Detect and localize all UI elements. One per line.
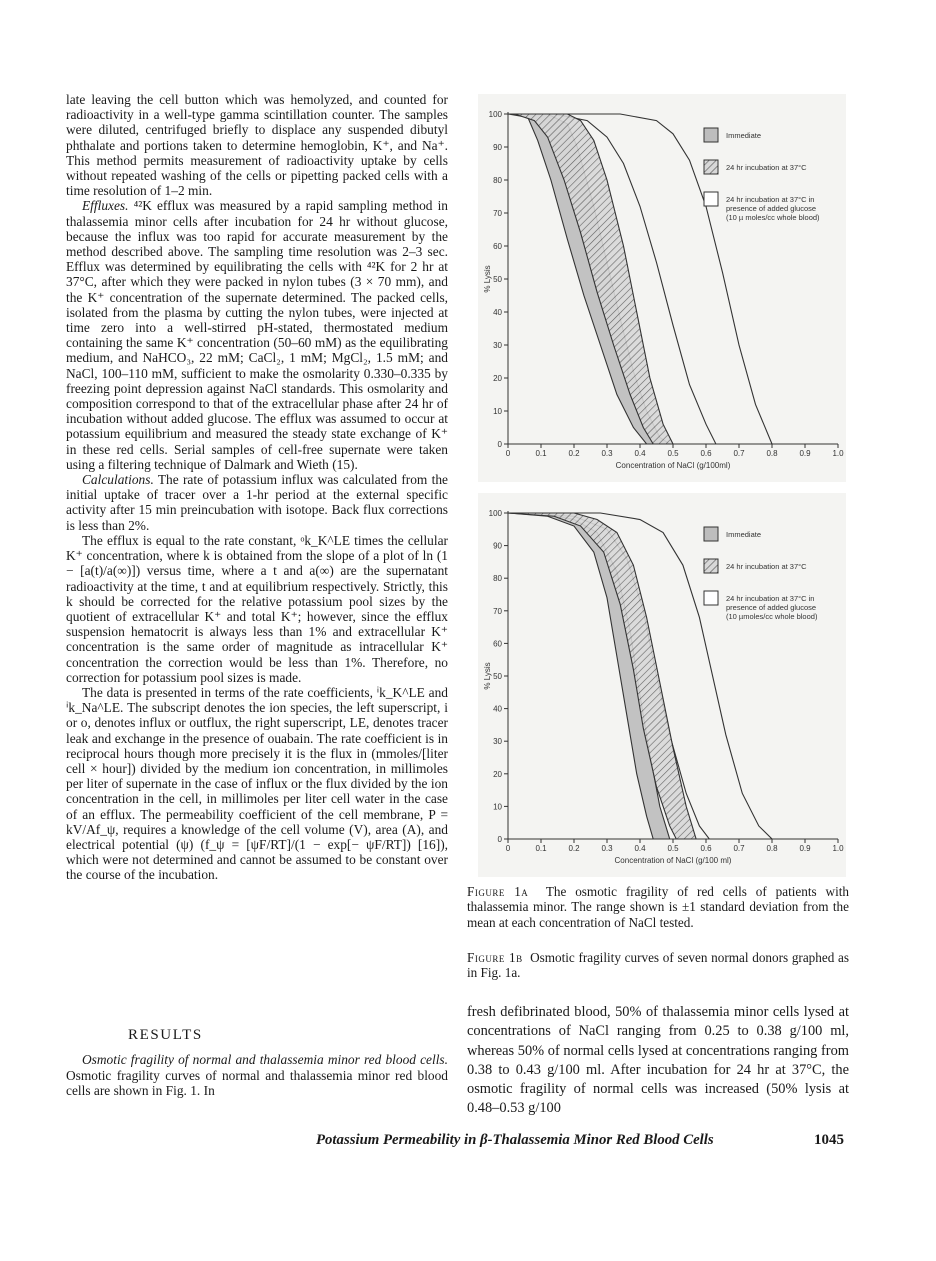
y-axis-label: % Lysis [483,265,492,293]
caption-fig1a [467,884,849,930]
paragraph: late leaving the cell button which was hemolyzed, and counted for radioactivity in a well-type gamma scintillation counter. The samples were diluted, centrifuged briefly to displace any suspended dibutyl phthalate and portions taken to determine hemoglobin, K⁺, and Na⁺. This method permits measurement of radioactivity uptake by cells without repeated washing of the cells or pipetting packed cells with a time resolution of 1–2 min. [66,92,448,199]
paragraph-effluxes [66,198,448,472]
runin-heading: Osmotic fragility of normal and thalassemia minor red blood cells. [82,1052,448,1067]
page-number: 1045 [814,1132,844,1148]
legend-swatch [704,559,718,573]
x-tick-label: 1.0 [832,449,844,458]
x-tick-label: 0.4 [634,844,646,853]
x-axis-label: Concentration of NaCl (g/100ml) [615,461,731,470]
y-tick-label: 40 [493,704,502,714]
x-axis-label: Concentration of NaCl (g/100 ml) [614,856,732,865]
x-tick-label: 0.8 [766,449,778,458]
y-tick-label: 70 [493,209,502,218]
caption-text: The osmotic fragility of red cells of patients with thalassemia minor. The range shown is ±1 standard deviation from the mean at each concentration of NaCl tested. [467,884,849,930]
legend-label: 24 hr incubation at 37°C in presence of added glucose (10 µ moles/cc whole blood) [726,195,820,222]
y-tick-label: 50 [493,275,502,284]
y-tick-label: 10 [493,407,502,416]
y-tick-label: 80 [493,176,502,185]
y-tick-label: 0 [497,440,502,449]
x-tick-label: 0.3 [601,449,613,458]
legend-label: 24 hr incubation at 37°C [726,163,807,172]
x-tick-label: 0.6 [700,844,712,853]
x-tick-label: 0 [505,449,511,458]
legend-swatch [704,128,718,142]
legend-label: Immediate [726,131,762,140]
paragraph-text: ⁴²K efflux was measured by a rapid sampling method in thalassemia minor cells after incubation for 24 hr without glucose, because the influx was too rapid for accurate measurement by the method described above. The sampling time resolution was 2–3 sec. Efflux was determined by equilibrating the cells with ⁴²K for 2 hr at 37°C, after which they were packed in nylon tubes (3 × 70 mm), and the K⁺ concentration of the supernate determined. The packed cells, isolated from the plasma by cutting the nylon tubes, were injected at time zero into a well-stirred pH-stated, thermostated medium containing the same K⁺ concentration (50–60 mM) as the equilibrating medium, and NaHCO₃, 22 mM; CaCl₂, 1 mM; MgCl₂, 1.5 mM; and NaCl, 100–110 mM, sufficient to make the osmolarity 0.330–0.335 by freezing point depression against NaCl standards. This osmolarity and composition correspond to that of the extracellular phase after 24 hr of incubation without added glucose. The efflux was assumed to occur at potassium equilibrium and measured the steady state exchange of K⁺ in these red cells. Serial samples of cell-free supernate were taken using a filtering technique of Dalmark and Wieth (15). [66,198,448,472]
y-tick-label: 30 [493,737,502,747]
x-tick-label: 0.8 [766,844,778,853]
figure-1a [478,94,846,482]
y-tick-label: 70 [493,606,502,616]
chart-1b [478,493,846,877]
x-tick-label: 0.1 [535,844,547,853]
results-paragraph [66,1052,448,1099]
x-tick-label: 0 [505,844,511,853]
y-tick-label: 40 [493,308,502,317]
x-tick-label: 0.4 [634,449,646,458]
x-tick-label: 0.2 [568,844,580,853]
y-axis-label: % Lysis [483,662,492,690]
paragraph-text: The rate of potassium influx was calculated from the initial uptake of tracer over a 1-hr period at the external specific activity after 15 min preincubation with isotope. Back flux corrections is less than 2%. [66,472,448,533]
legend-label: 24 hr incubation at 37°C [726,562,807,571]
x-tick-label: 0.7 [733,449,745,458]
x-tick-label: 0.6 [700,449,712,458]
x-tick-label: 0.3 [601,844,613,853]
figure-1b [478,493,846,877]
legend-swatch [704,192,718,206]
x-tick-label: 0.7 [733,844,745,853]
x-tick-label: 0.2 [568,449,580,458]
y-tick-label: 100 [488,509,502,518]
y-tick-label: 100 [488,110,502,119]
paragraph-text: Osmotic fragility curves of normal and thalassemia minor red blood cells are shown in Fig. 1. In [66,1067,448,1098]
legend-label: 24 hr incubation at 37°C in presence of added glucose (10 µmoles/cc whole blood) [726,594,818,621]
left-column [66,92,448,883]
x-tick-label: 0.5 [667,844,679,853]
y-tick-label: 60 [493,639,502,649]
x-tick-label: 0.1 [535,449,547,458]
x-tick-label: 0.9 [799,844,811,853]
y-tick-label: 80 [493,574,502,584]
series-band-1 [515,114,673,444]
runin-heading: Effluxes. [82,198,129,214]
y-tick-label: 90 [493,541,502,551]
legend-label: Immediate [726,530,762,539]
legend-swatch [704,591,718,605]
caption-label: Figure 1a [467,884,529,899]
x-tick-label: 1.0 [832,844,844,853]
caption-text: Osmotic fragility curves of seven normal donors graphed as in Fig. 1a. [467,950,850,981]
y-tick-label: 0 [497,835,502,844]
right-column-text: fresh defibrinated blood, 50% of thalassemia minor cells lysed at concentrations of NaCl ranging from 0.25 to 0.38 g/100 ml, whereas 50% of normal cells lysed at concentrations ranging from 0.38 to 0.43 g/100 ml. After incubation for 24 hr at 37°C, the osmotic fragility of normal cells was increased (50% lysis at 0.48–0.53 g/100 [467,1004,849,1117]
y-tick-label: 90 [493,143,502,152]
x-tick-label: 0.5 [667,449,679,458]
caption-fig1b [467,950,849,981]
section-heading: RESULTS [128,1027,203,1043]
chart-1a [478,94,846,482]
legend-swatch [704,527,718,541]
y-tick-label: 10 [493,802,502,812]
paragraph: The efflux is equal to the rate constant, ᵒk_K^LE times the cellular K⁺ concentration, where k is obtained from the slope of a plot of ln (1 − [a(t)/a(∞)]) versus time, where a t and a(∞) are the supernatant radioactivity at the time, t and at equilibrium respectively. Strictly, this k should be corrected for the relative potassium pool sizes by the quotient of extracellular K⁺ and total K⁺; however, since the efflux suspension hematocrit is always less than 1% and extracellular K⁺ concentration is the same order of magnitude as intracellular K⁺ concentration the correction would be less than 1%. Therefore, no correction for potassium pool sizes is made. [66,532,448,685]
caption-label: Figure 1b [467,950,523,965]
y-tick-label: 20 [493,374,502,383]
paragraph: The data is presented in terms of the rate coefficients, ⁱk_K^LE and ⁱk_Na^LE. The subscript denotes the ion species, the left superscript, i or o, denotes influx or outflux, the right superscript, LE, denotes tracer leak and exchange in the presence of ouabain. The rate coefficient is in reciprocal hours though more precisely it is the flux in (mmoles/[liter cell × hour]) divided by the medium ion concentration, in millimoles per liter of supernate in the case of influx or the flux divided by the ion concentration in the cell, in millimoles per liter cell water in the case of an efflux. The permeability coefficient of the cell membrane, P = kV/Af_ψ, requires a knowledge of the cell volume (V), area (A), and electrical potential (ψ) (f_ψ = [ψF/RT]/(1 − exp[− ψF/RT]) [16]), which were not determined and cannot be assumed to be constant over the course of the incubation. [66,684,448,883]
y-tick-label: 30 [493,341,502,350]
y-tick-label: 20 [493,769,502,779]
x-tick-label: 0.9 [799,449,811,458]
runin-heading: Calculations. [82,472,154,488]
legend-swatch [704,160,718,174]
y-tick-label: 50 [493,672,502,681]
paragraph-calculations [66,472,448,533]
y-tick-label: 60 [493,242,502,251]
running-title: Potassium Permeability in β-Thalassemia Minor Red Blood Cells [316,1132,714,1148]
